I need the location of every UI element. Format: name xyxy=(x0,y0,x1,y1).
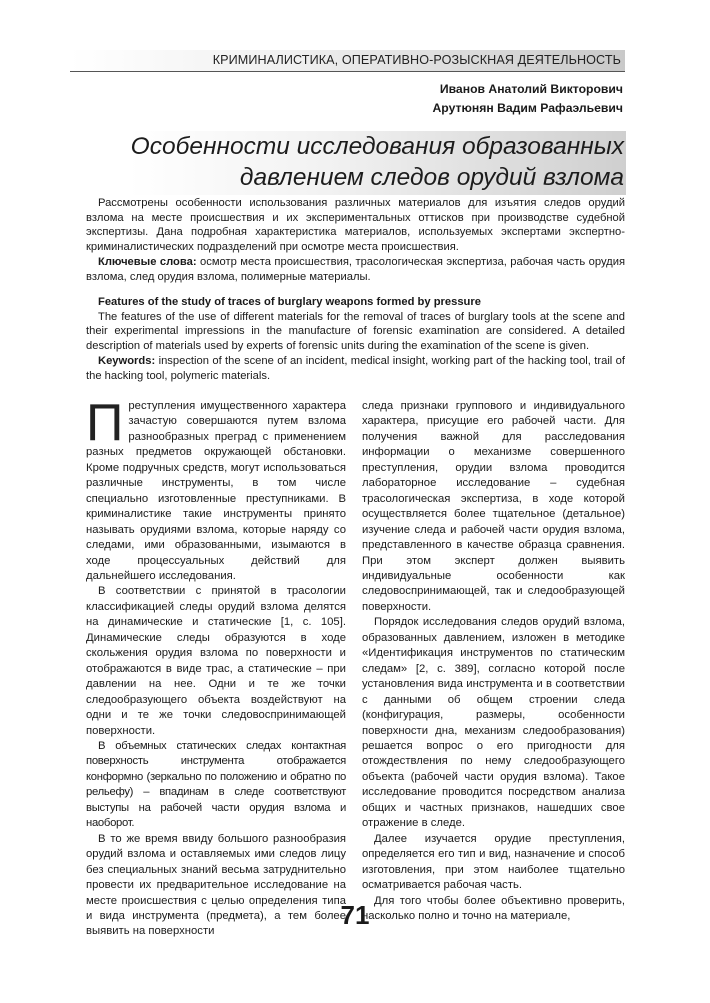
body-paragraph: В то же время ввиду большого разнообразия орудий взлома и оставляемых ими следов лицу без специальных знаний весьма затруднительно провести их предварительное исследование на месте происшествия с целью определения типа и вида инструмента (предмета), а тем более выявить на поверхности xyxy=(86,832,346,938)
body-paragraph: Порядок исследования следов орудий взлома, образованных давлением, изложен в методике «Идентификация инструментов по статическим следам» [2, с. 389], согласно которой после установления вида инструмента и в соответствии с данными об общем строении следа (конфигурация, размеры, особенности поверхности дна, механизм следообразования) решается вопрос о его пригодности для отождествления по нему следообразующего объекта (рабочей части орудия взлома). Такое исследование проводится посредством анализа общих и частных признаков, нашедших свое отражение в следе. xyxy=(362,616,625,830)
paragraph-text: реступления имущественного характера зачастую совершаются путем взлома разнообразных преград с применением разных предметов окружающей обстановки. Кроме подручных средств, могут использоваться различные инструменты, в том числе специально изготовленные преступниками. В криминалистике такие инструменты принято называть орудиями взлома, которые наряду со следами, ими образованными, изымаются в ходе процессуальных действий для дальнейшего исследования. xyxy=(86,400,346,582)
body-paragraph xyxy=(86,394,346,584)
body-column-right xyxy=(362,399,625,924)
page-number: 71 xyxy=(340,900,370,930)
authors xyxy=(432,80,623,118)
title-line: Особенности исследования образованных xyxy=(130,133,624,160)
body-paragraph: следа признаки группового и индивидуального характера, присущие его рабочей части. Для получения важной для расследования информации о механизме совершенного преступления, орудии взлома проводится лабораторное исследование – судебная трасологическая экспертиза, в ходе которой осуществляется более тщательное (детальное) изучение следа и рабочей части орудия взлома, представленного в качестве образца сравнения. При этом эксперт должен выявить индивидуальные особенности как следовоспринимающей, так и следообразующей поверхности. xyxy=(362,400,625,613)
abstract-en xyxy=(86,295,625,383)
title-line: давлением следов орудий взлома xyxy=(239,164,624,191)
keywords-text-en: inspection of the scene of an incident, medical insight, working part of the hacking tool, trail of the hacking tool, polymeric materials. xyxy=(86,354,626,382)
body-paragraph: Для того чтобы более объективно проверить, насколько полно и точно на материале, xyxy=(362,894,625,922)
keywords-text: осмотр места происшествия, трасологическая экспертиза, рабочая часть орудия взлома, след орудия взлома, полимерные материалы. xyxy=(86,255,626,283)
abstract-ru xyxy=(86,196,625,284)
body-paragraph: Далее изучается орудие преступления, определяется его тип и вид, назначение и способ изготовления, при этом наиболее тщательно осматривается рабочая часть. xyxy=(362,832,625,892)
english-abstract-text: The features of the use of different materials for the removal of traces of burglary tools at the scene and their experimental impressions in the manufacture of forensic examination are considered. A detailed description of materials used by experts of forensic units during the examination of the scene is given. xyxy=(86,310,625,353)
english-title: Features of the study of traces of burglary weapons formed by pressure xyxy=(98,296,481,308)
article-title xyxy=(128,131,626,195)
keywords-label: Ключевые слова: xyxy=(98,255,197,268)
body-paragraph: В соответствии с принятой в трасологии классификацией следы орудий взлома делятся на динамические и статические [1, с. 105]. Динамические следы образуются в ходе скольжения орудия взлома по поверхности и отображаются в виде трас, а статические – при давлении на нее. Одни и те же точки следообразующего объекта воздействуют на одни и те же точки следовоспринимающей поверхности. xyxy=(86,585,346,737)
section-title: КРИМИНАЛИСТИКА, ОПЕРАТИВНО-РОЗЫСКНАЯ ДЕЯТЕЛЬНОСТЬ xyxy=(212,53,621,67)
keywords-label-en: Keywords: xyxy=(98,354,156,367)
author-name: Иванов Анатолий Викторович xyxy=(439,82,623,96)
body-column-left xyxy=(86,394,346,940)
keywords-en xyxy=(86,354,625,383)
body-paragraph: В объемных статических следах контактная поверхность инструмента отображается конформно (зеркально по положению и обратно по рельефу) – впадинам в следе соответствуют выступы на рабочей части орудия взлома и наоборот. xyxy=(86,739,346,830)
abstract-text: Рассмотрены особенности использования различных материалов для изъятия следов орудий взлома на месте происшествия и их экспериментальных оттисков при производстве судебной экспертизы. Дана подробная характеристика материалов, используемых экспертами экспертно-криминалистических подразделений при осмотре места происшествия. xyxy=(86,197,625,254)
keywords-ru xyxy=(86,255,625,284)
drop-cap: П xyxy=(86,394,124,452)
author-name: Арутюнян Вадим Рафаэльевич xyxy=(432,101,623,115)
section-header xyxy=(70,50,625,72)
